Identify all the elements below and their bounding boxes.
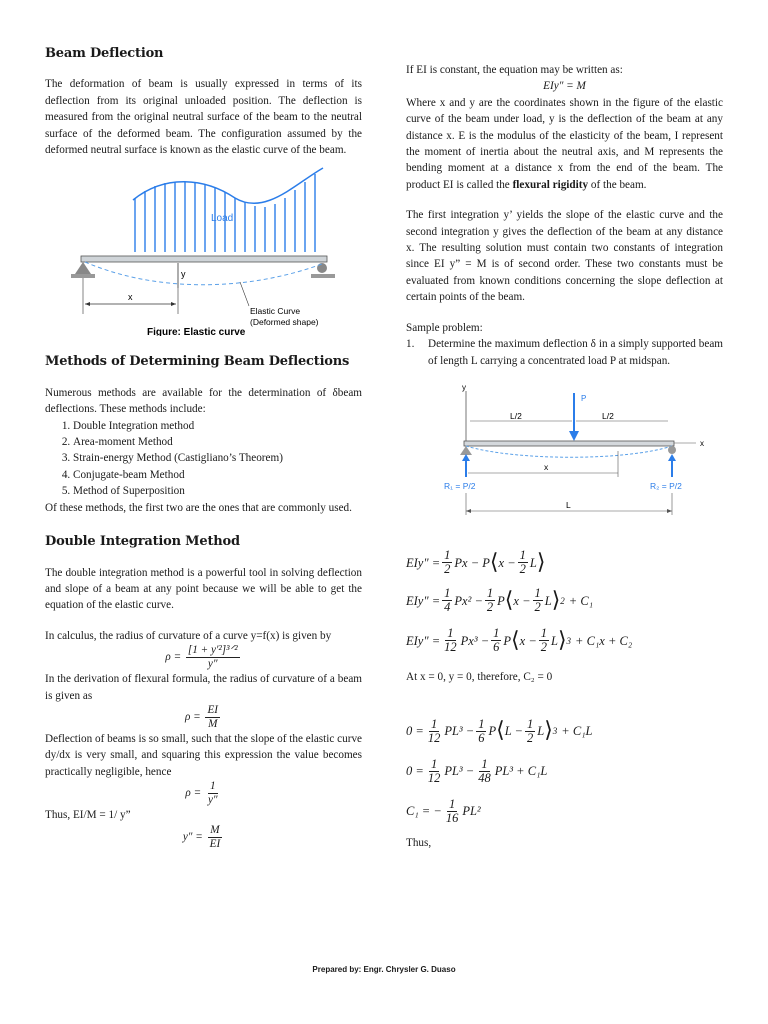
right-column: [406, 62, 723, 852]
paragraph: Of these methods, the first two are the ones that are commonly used.: [45, 501, 352, 514]
sample-label: Sample problem:: [406, 321, 483, 334]
boundary-equation-1: 0 = $\frac{1}{12}$ PL³ − $\frac{1}{6}$ P ⟨ L − $\frac{1}{2}$ L ⟩ 3 + C₁L: [406, 716, 593, 745]
svg-text:x: x: [128, 292, 133, 303]
moment-equation: EIy" = $\frac{1}{2}$ Px − P ⟨ x − $\frac{1}{2}$ L ⟩: [406, 548, 546, 577]
c1-equation: C₁ = − $\frac{1}{16}$ PL²: [406, 796, 481, 825]
list-item: 5. Method of Superposition: [73, 483, 362, 499]
paragraph: At x = 0, y = 0, therefore, C₂ = 0: [406, 670, 553, 683]
problem-1: 1. Determine the maximum deflection δ in a simply supported beam of length L carrying a concentrated load P at midspan.: [406, 338, 723, 367]
y-double-prime-equation: y″ = $\frac{M}{EI}$: [182, 823, 221, 850]
svg-text:L: L: [566, 499, 571, 510]
svg-text:(Deformed shape): (Deformed shape): [250, 317, 319, 328]
svg-text:Figure: Elastic curve: Figure: Elastic curve: [147, 327, 246, 337]
methods-list: [45, 418, 362, 500]
svg-text:y: y: [181, 269, 186, 280]
svg-text:y: y: [462, 382, 466, 392]
thus-label: Thus,: [406, 837, 432, 850]
paragraph: In calculus, the radius of curvature of a curve y=f(x) is given by: [45, 629, 332, 642]
radius-flexural-equation: ρ = $\frac{EI}{M}$: [184, 703, 219, 730]
paragraph: Deflection of beams is so small, such that the slope of the elastic curve dy/dx is very small, and squaring this expression the value becomes practically negligible, hence: [45, 732, 362, 778]
radius-simplified-equation: ρ = $\frac{1}{y''}$: [185, 780, 218, 807]
list-item: 4. Conjugate-beam Method: [73, 467, 362, 483]
svg-text:Elastic Curve: Elastic Curve: [250, 306, 301, 317]
list-item: 2. Area-moment Method: [73, 434, 362, 450]
slope-equation: EIy" = $\frac{1}{4}$ Px² − $\frac{1}{2}$ P ⟨ x − $\frac{1}{2}$ L ⟩ 2 + C₁: [406, 586, 594, 615]
paragraph: The deformation of beam is usually expressed in terms of its deflection from its original unloaded position. The deflection is measured from the original neutral surface of the beam to the neutral surface of the deformed beam. The configuration assumed by the deformed neutral surface is known as the elastic curve of the beam.: [45, 78, 362, 157]
svg-text:R₂ = P/2: R₂ = P/2: [650, 480, 682, 491]
left-column: [45, 46, 362, 851]
paragraph: In the derivation of flexural formula, the radius of curvature of a beam is given as: [45, 673, 362, 702]
svg-text:R₁ = P/2: R₁ = P/2: [444, 480, 476, 491]
paragraph: The double integration method is a powerful tool in solving deflection and slope of a beam at any point because we will be able to get the equation of the elastic curve.: [45, 566, 362, 612]
boundary-equation-2: 0 = $\frac{1}{12}$ PL³ − $\frac{1}{48}$ PL³ + C₁L: [406, 756, 548, 785]
svg-text:x: x: [544, 461, 549, 472]
svg-text:Load: Load: [211, 213, 234, 225]
svg-text:P: P: [581, 393, 587, 403]
eiy-equation: EIy″ = M: [543, 80, 586, 93]
paragraph: Thus, EI/M = 1/ y”: [45, 809, 131, 822]
paragraph: If EI is constant, the equation may be written as:: [406, 64, 623, 76]
deflection-equation: EIy" = $\frac{1}{12}$ Px³ − $\frac{1}{6}$ P ⟨ x − $\frac{1}{2}$ L ⟩ 3 + C₁x + C₂: [406, 626, 633, 655]
footer-credit: Prepared by: Engr. Chrysler G. Duaso: [312, 965, 456, 974]
list-item: 3. Strain-energy Method (Castigliano’s Theorem): [73, 450, 362, 466]
paragraph: Where x and y are the coordinates shown in the figure of the elastic curve of the beam under load, y is the deflection of the beam at any distance x. E is the modulus of the elasticity of the beam, I represent the moment of inertia about the neutral axis, and M represents the bending moment at a distance x from the end of the beam. The product EI is called the flexural rigidity of the beam.: [406, 96, 723, 191]
paragraph: The first integration y’ yields the slope of the elastic curve and the second integration y gives the deflection of the beam at any distance x. The resulting solution must contain two constants of integration since EI y” = M is of second order. These two constants must be evaluated from known conditions concerning the slope deflection at certain points of the beam.: [406, 209, 723, 304]
heading-beam-deflection: Beam Deflection: [45, 46, 164, 61]
radius-curvature-equation: ρ = $\frac{\text{[1 + y′²]³ᐟ²}}{y''}$: [165, 644, 238, 671]
paragraph: Numerous methods are available for the determination of δbeam deflections. These methods include:: [45, 386, 362, 416]
svg-text:x: x: [700, 438, 704, 448]
svg-text:L/2: L/2: [602, 410, 614, 421]
heading-methods: Methods of Determining Beam Deflections: [45, 354, 350, 370]
simply-supported-beam-figure: [426, 381, 726, 531]
svg-text:L/2: L/2: [510, 410, 522, 421]
heading-double-integration: Double Integration Method: [45, 534, 240, 550]
list-item: 1. Double Integration method: [73, 418, 362, 434]
elastic-curve-figure: [45, 164, 362, 336]
